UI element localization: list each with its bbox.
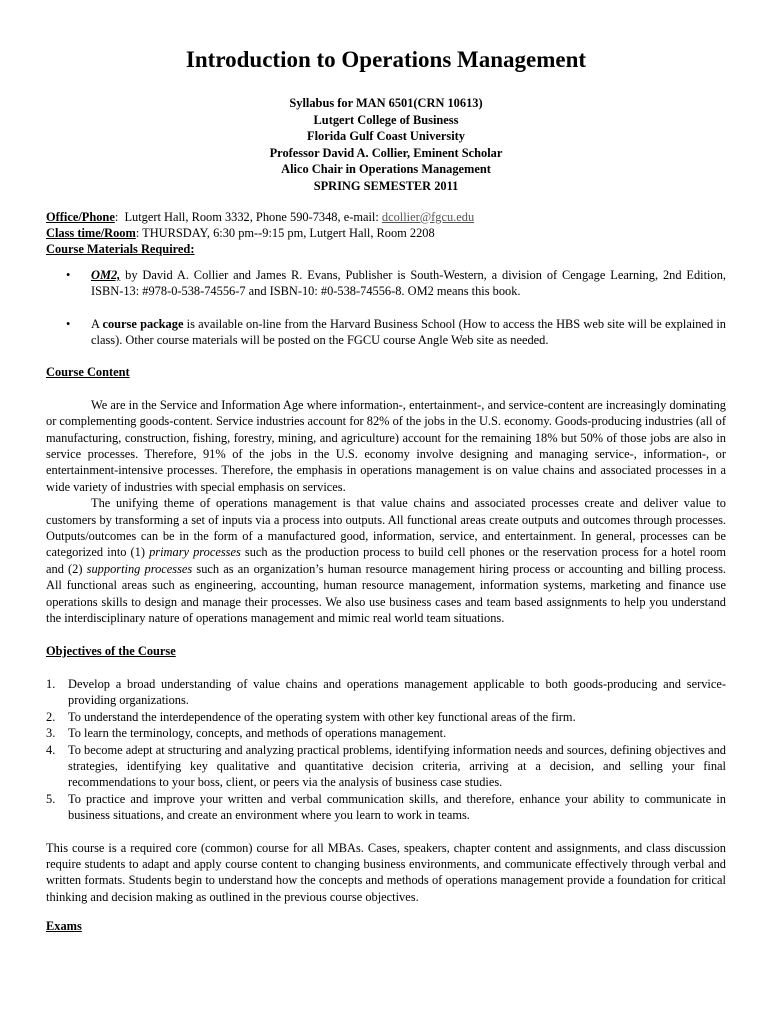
list-item: • A course package is available on-line from the Harvard Business School (How to access the HBS web site will be explained in class). Other course materials will be posted on the FGCU course Angle Web site as needed. [66, 316, 726, 347]
header-line-professor: Professor David A. Collier, Eminent Scholar [269, 145, 503, 160]
document-title: Introduction to Operations Management [185, 47, 587, 72]
materials-heading-line: Course Materials Required: [46, 242, 195, 257]
textbook-title: OM2, [91, 267, 121, 282]
class-time-text: : THURSDAY, 6:30 pm--9:15 pm, Lutgert Hall, Room 2208 [135, 225, 435, 240]
list-item: 2. To understand the interdependence of the operating system with other key functional areas of the firm. [46, 709, 576, 724]
header-line-chair: Alico Chair in Operations Management [281, 162, 491, 177]
syllabus-page [46, 46, 726, 934]
list-item: 1. Develop a broad understanding of value chains and operations management applicable to both goods-producing and service-providing organizations. [46, 676, 726, 708]
header-line-college: Lutgert College of Business [313, 112, 459, 127]
textbook-details: by David A. Collier and James R. Evans, Publisher is South-Western, a division of Cengage Learning, 2nd Edition, ISBN-13: #978-0-538-74556-7 and ISBN-10: #0-538-74556-8. OM2 means this book. [91, 267, 726, 299]
course-package-details: is available on-line from the Harvard Business School (How to access the HBS web site will be explained in class). Other course materials will be posted on the FGCU course Angle Web site as needed. [91, 316, 726, 347]
class-time-line [46, 225, 726, 241]
office-phone-line: Office/Phone: Lutgert Hall, Room 3332, Phone 590-7348, e-mail: dcollier@fgcu.edu [46, 209, 475, 224]
course-package-label: course package [102, 316, 184, 331]
office-phone-label: Office/Phone [46, 209, 115, 224]
list-item: 5. To practice and improve your written and verbal communication skills, and therefore, enhance your ability to communicate in business situations, and create an environment where you learn to work in teams. [46, 791, 726, 823]
list-item [46, 267, 726, 300]
office-phone-text: Lutgert Hall, Room 3332, Phone 590-7348, e-mail: [124, 209, 382, 224]
header-line-university: Florida Gulf Coast University [307, 129, 465, 144]
bullet-icon: • [66, 316, 71, 331]
list-item: 4. To become adept at structuring and analyzing practical problems, identifying information needs and sources, defining objectives and strategies, identifying key qualitative and quantitative decision criteria, arriving at a decision, and selling your final recommendations to your boss, client, or peers via the analysis of business case studies. [46, 742, 726, 790]
objectives-list [46, 676, 726, 824]
syllabus-header [46, 95, 726, 195]
materials-label: Course Materials Required [46, 242, 191, 257]
materials-list [46, 267, 726, 349]
objectives-heading: Objectives of the Course [46, 643, 176, 658]
class-time-label: Class time/Room [46, 225, 136, 240]
course-content-paragraph-1: We are in the Service and Information Age where information-, entertainment-, and service-content are increasingly dominating or complementing goods-content. Service industries account for 82% of the jobs in the U.S. economy. Goods-producing industries (all of manufacturing, construction, fishing, forestry, mining, and agriculture) account for the remaining 18% but 50% of those jobs are also in service processes. Therefore, 91% of the jobs in the U.S. economy involve designing and managing service-, information-, or entertainment-intensive processes. Therefore, the emphasis in operations management is on value chains and associated processes in a wide variety of industries with special emphasis on services. [46, 397, 726, 494]
course-content-body [46, 397, 726, 627]
email-link[interactable]: dcollier@fgcu.edu [381, 209, 475, 224]
closing-paragraph: This course is a required core (common) course for all MBAs. Cases, speakers, chapter content and assignments, and class discussion require students to adapt and apply course content to changing business environments, and communicate effectively through verbal and written formats. Students begin to understand how the concepts and methods of operations management provide a foundation for critical thinking and decision making as outlined in the previous course objectives. [46, 840, 726, 904]
course-info [46, 209, 726, 258]
header-line-course: Syllabus for MAN 6501(CRN 10613) [289, 96, 483, 110]
course-content-heading: Course Content [46, 365, 130, 380]
bullet-icon: • [66, 267, 71, 282]
header-line-semester: SPRING SEMESTER 2011 [313, 178, 459, 193]
course-content-paragraph-2: The unifying theme of operations management is that value chains and associated processes create and deliver value to customers by transforming a set of inputs via a process into outputs. All functional areas create outputs and outcomes through processes. Outputs/outcomes can be in the form of a manufactured good, information, service, and entertainment. In general, processes can be categorized into (1) primary processes such as the production process to build cell phones or the reservation process for a hotel room and (2) supporting processes such as an organization’s human resource management hiring process or accounting and billing process. All functional areas such as engineering, accounting, human resource management, information systems, marketing and finance use operations skills to design and manage their processes. We also use business cases and team based assignments to help you understand the interdisciplinary nature of operations management and mimic real world team situations. [46, 496, 727, 626]
list-item: 3. To learn the terminology, concepts, and methods of operations management. [46, 726, 447, 741]
exams-heading: Exams [46, 918, 82, 933]
